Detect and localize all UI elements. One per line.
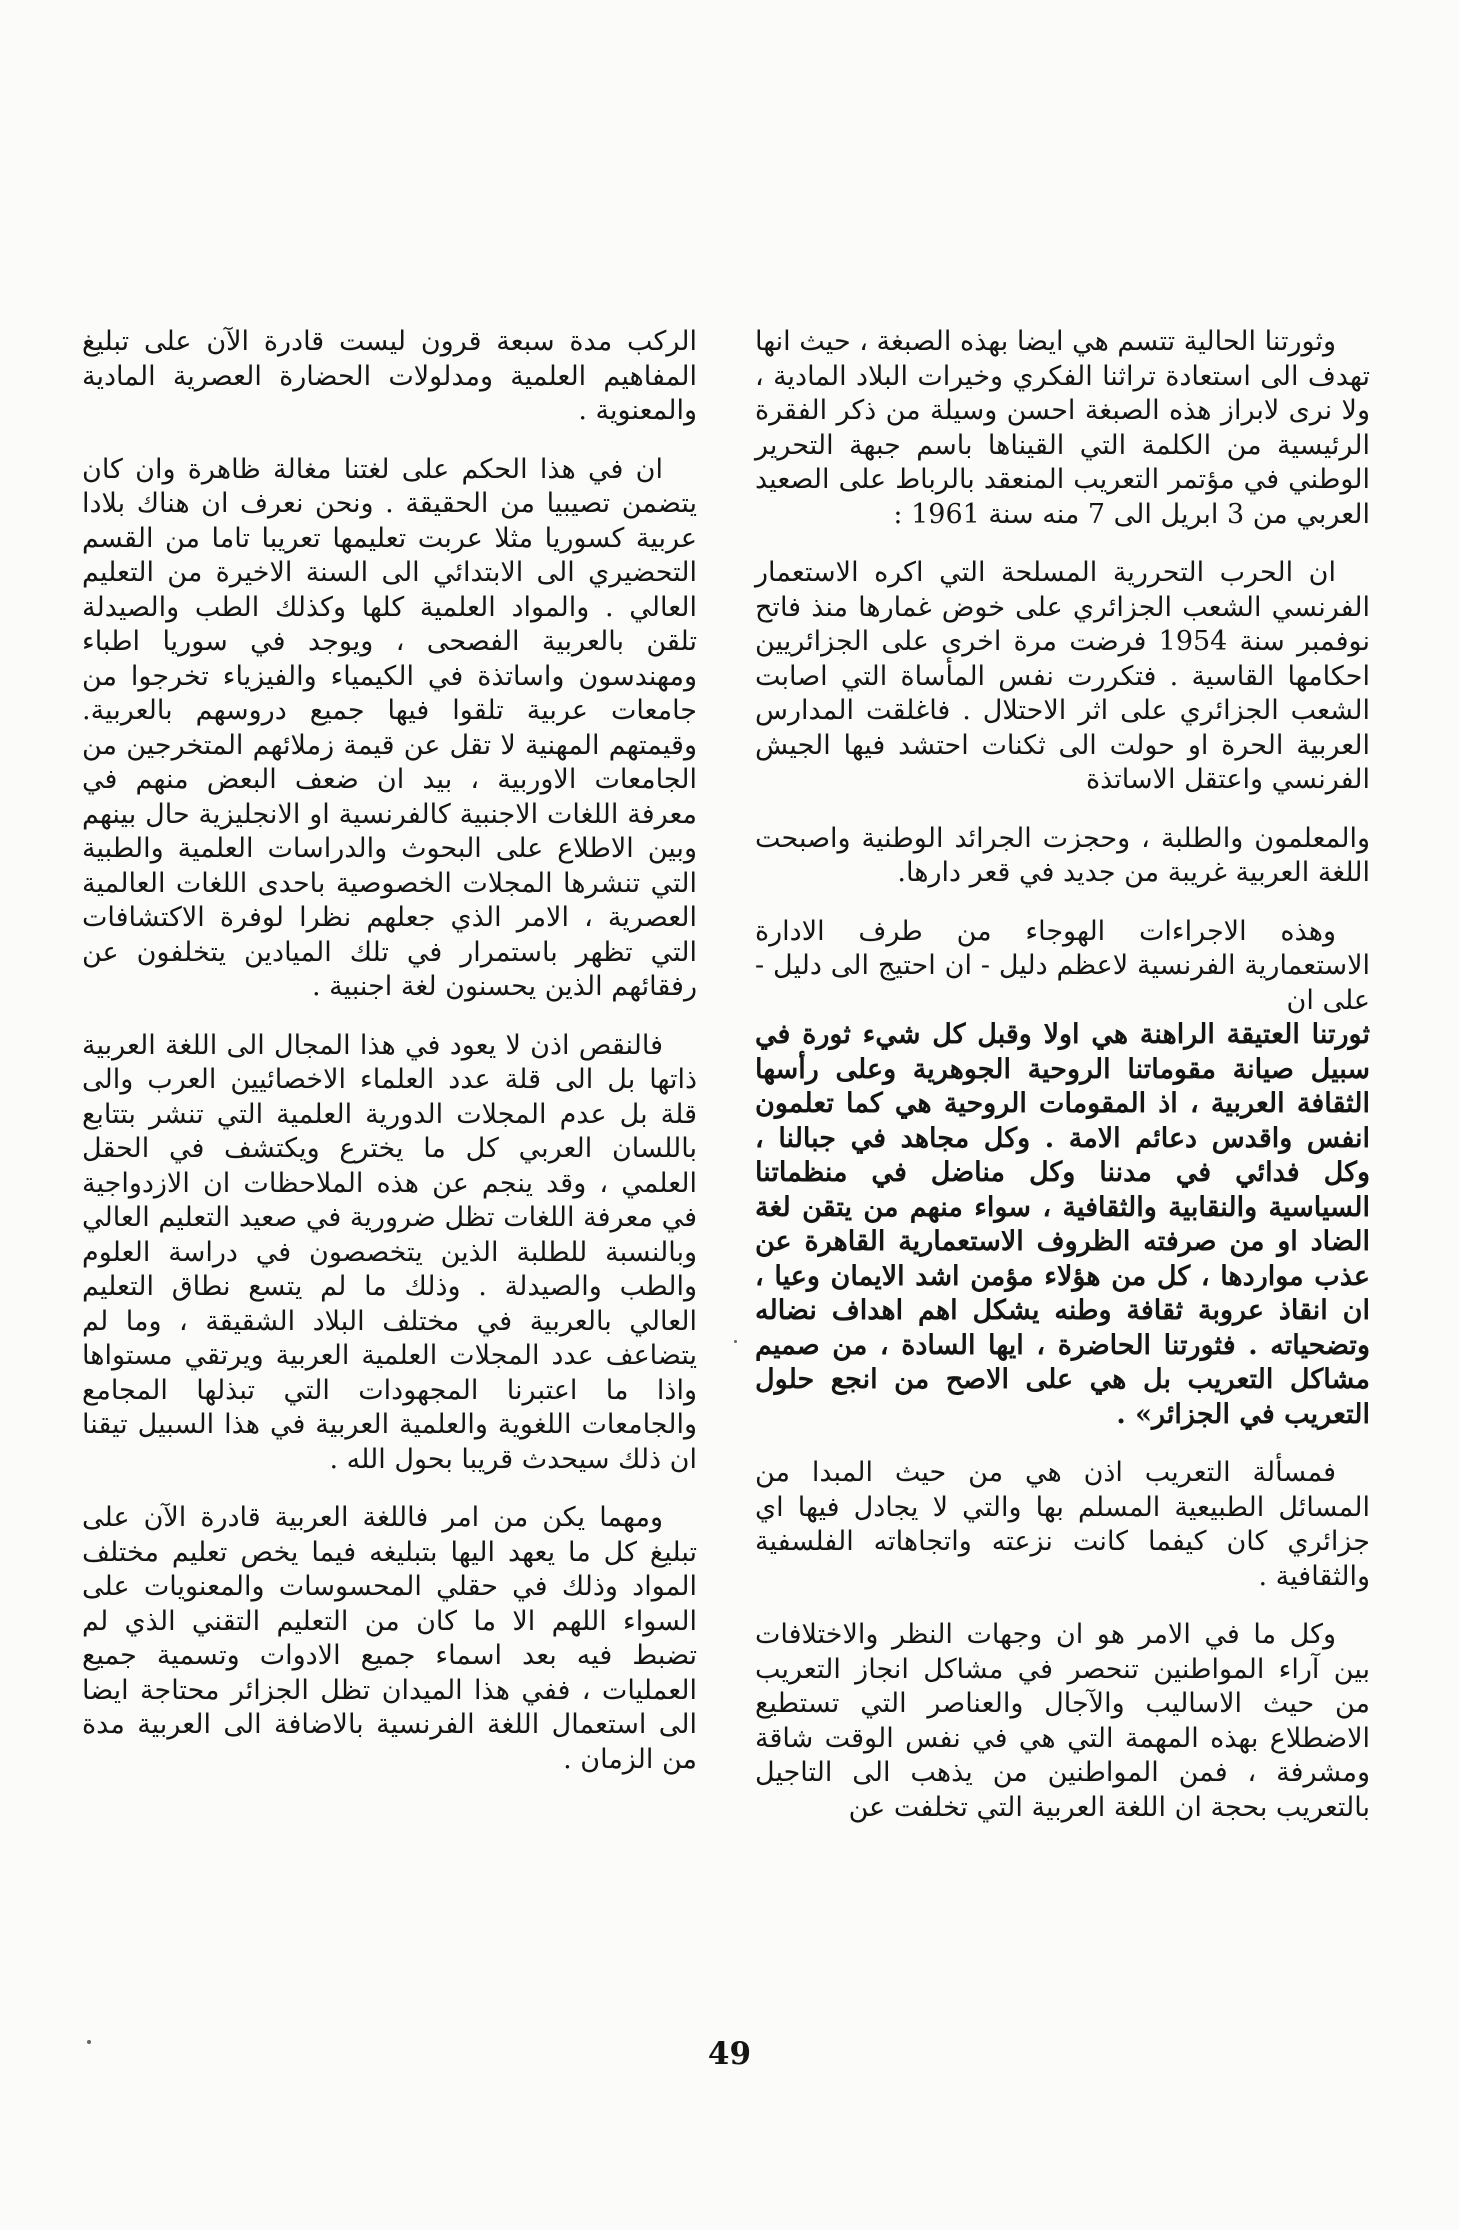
- paragraph: ان الحرب التحررية المسلحة التي اكره الاستعمار الفرنسي الشعب الجزائري على خوض غمارها منذ فاتح نوفمبر سنة 1954 فرضت مرة اخرى على الجزائريين احكامها القاسية . فتكررت نفس المأساة التي اصابت الشعب الجزائري على اثر الاحتلال . فاغلقت المدارس العربية الحرة او حولت الى ثكنات احتشد فيها الجيش الفرنسي واعتقل الاساتذة: [755, 557, 1370, 795]
- paragraph: والمعلمون والطلبة ، وحجزت الجرائد الوطنية واصبحت اللغة العربية غريبة من جديد في قعر دارها.: [755, 822, 1370, 888]
- left-column: [82, 325, 697, 1801]
- paragraph: وهذه الاجراءات الهوجاء من طرف الادارة الاستعمارية الفرنسية لاعظم دليل - ان احتيج الى دليل - على ان: [755, 915, 1370, 1016]
- paragraph: وكل ما في الامر هو ان وجهات النظر والاختلافات بين آراء المواطنين تنحصر في مشاكل انجاز التعريب من حيث الاساليب والآجال والعناصر التي تستطيع الاضطلاع بهذه المهمة التي هي في نفس الوقت شاقة ومشرفة ، فمن المواطنين من يذهب الى التاجيل بالتعريب بحجة ان اللغة العربية التي تخلفت عن: [755, 1619, 1370, 1823]
- right-column: [755, 325, 1370, 1849]
- paragraph-bold-quote: ثورتنا العتيقة الراهنة هي اولا وقبل كل شيء ثورة في سبيل صيانة مقوماتنا الروحية الجوهرية وعلى رأسها الثقافة العربية ، اذ المقومات الروحية هي كما تعلمون انفس واقدس دعائم الامة . وكل مجاهد في جبالنا ، وكل فدائي في مدننا وكل مناضل في منظماتنا السياسية والنقابية والثقافية ، سواء منهم من يتقن لغة الضاد او من صرفته الظروف الاستعمارية القاهرة عن عذب مواردها ، كل من هؤلاء مؤمن اشد الايمان وعيا ، ان انقاذ عروبة ثقافة وطنه يشكل اهم اهداف نضاله وتضحياته . فثورتنا الحاضرة ، ايها السادة ، من صميم مشاكل التعريب بل هي على الاصح من انجع حلول التعريب في الجزائر» .: [755, 1019, 1370, 1430]
- paragraph: الركب مدة سبعة قرون ليست قادرة الآن على تبليغ المفاهيم العلمية ومدلولات الحضارة العصرية المادية والمعنوية .: [82, 326, 697, 426]
- paragraph: فمسألة التعريب اذن هي من حيث المبدا من المسائل الطبيعية المسلم بها والتي لا يجادل فيها اي جزائري كان كيفما كانت نزعته واتجاهاته الفلسفية والثقافية .: [755, 1457, 1370, 1592]
- page-number: 49: [707, 2036, 752, 2072]
- scan-speck: [87, 2040, 91, 2044]
- paragraph: وثورتنا الحالية تتسم هي ايضا بهذه الصبغة ، حيث انها تهدف الى استعادة تراثنا الفكري وخيرات البلاد المادية ، ولا نرى لابراز هذه الصبغة احسن وسيلة من ذكر الفقرة الرئيسية من الكلمة التي القيناها باسم جبهة التحرير الوطني في مؤتمر التعريب المنعقد بالرباط على الصعيد العربي من 3 ابريل الى 7 منه سنة 1961 :: [755, 326, 1370, 530]
- paragraph: ومهما يكن من امر فاللغة العربية قادرة الآن على تبليغ كل ما يعهد اليها بتبليغه فيما يخص تعليم مختلف المواد وذلك في حقلي المحسوسات والمعنويات على السواء اللهم الا ما كان من التعليم التقني الذي لم تضبط فيه بعد اسماء جميع الادوات وتسمية جميع العمليات ، ففي هذا الميدان تظل الجزائر محتاجة ايضا الى استعمال اللغة الفرنسية بالاضافة الى العربية مدة من الزمان .: [82, 1502, 697, 1775]
- paragraph: ان في هذا الحكم على لغتنا مغالة ظاهرة وان كان يتضمن تصيبيا من الحقيقة . ونحن نعرف ان هناك بلادا عربية كسوريا مثلا عربت تعليمها تعريبا تاما من القسم التحضيري الى الابتدائي الى السنة الاخيرة من التعليم العالي . والمواد العلمية كلها وكذلك الطب والصيدلة تلقن بالعربية الفصحى ، ويوجد في سوريا اطباء ومهندسون واساتذة في الكيمياء والفيزياء تخرجوا من جامعات عربية تلقوا فيها جميع دروسهم بالعربية. وقيمتهم المهنية لا تقل عن قيمة زملائهم المتخرجين من الجامعات الاوربية ، بيد ان ضعف البعض منهم في معرفة اللغات الاجنبية كالفرنسية او الانجليزية حال بينهم وبين الاطلاع على البحوث والدراسات العلمية والطبية التي تنشرها المجلات الخصوصية باحدى اللغات العالمية العصرية ، الامر الذي جعلهم نظرا لوفرة الاكتشافات التي تظهر باستمرار في تلك الميادين يتخلفون عن رفقائهم الذين يحسنون لغة اجنبية .: [82, 453, 697, 1002]
- scan-speck: [734, 1340, 737, 1343]
- paragraph: فالنقص اذن لا يعود في هذا المجال الى اللغة العربية ذاتها بل الى قلة عدد العلماء الاخصائيين العرب والى قلة بل عدم المجلات الدورية العلمية التي تنشر بتتابع باللسان العربي كل ما يخترع ويكتشف في الحقل العلمي ، وقد ينجم عن هذه الملاحظات ان الازدواجية في معرفة اللغات تظل ضرورية في صعيد التعليم العالي وبالنسبة للطلبة الذين يتخصصون في دراسة العلوم والطب والصيدلة . وذلك ما لم يتسع نطاق التعليم العالي بالعربية في مختلف البلاد الشقيقة ، وما لم يتضاعف عدد المجلات العلمية العربية ويرتقي مستواها واذا ما اعتبرنا المجهودات التي تبذلها المجامع والجامعات اللغوية والعلمية العربية في هذا السبيل تيقنا ان ذلك سيحدث قريبا بحول الله .: [82, 1029, 697, 1475]
